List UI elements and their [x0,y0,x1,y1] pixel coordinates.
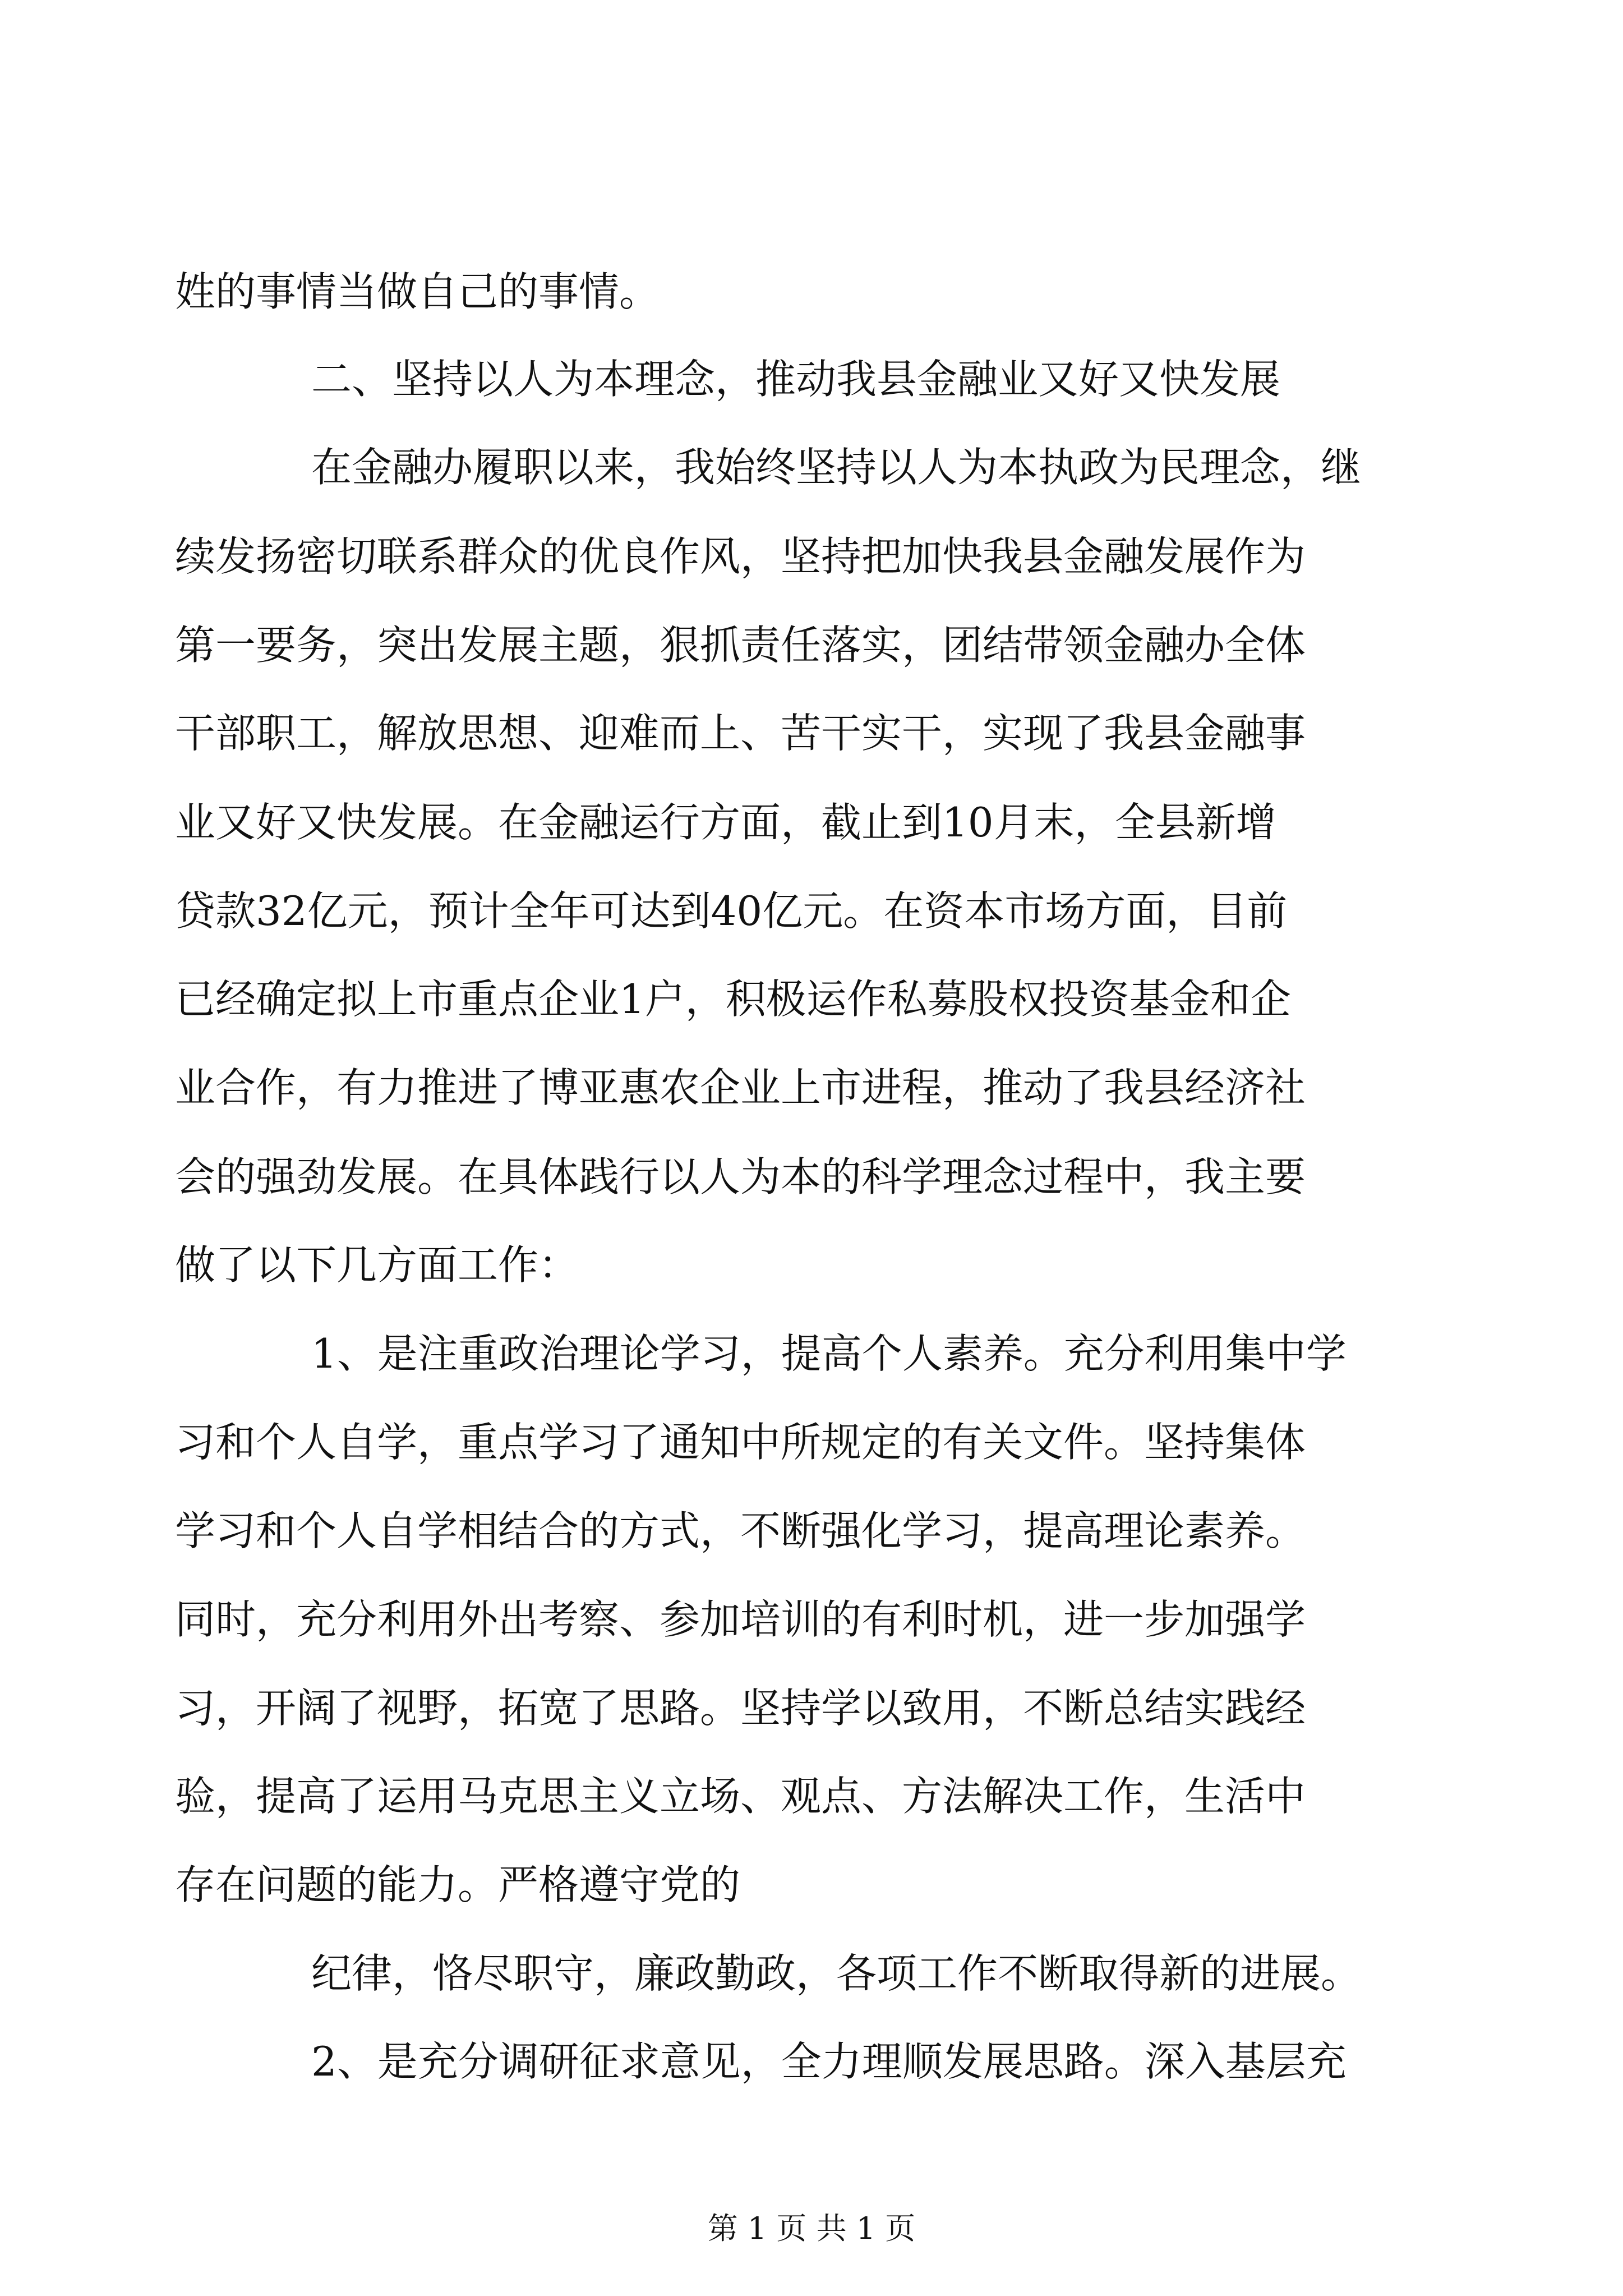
text-line-content: 习和个人自学，重点学习了通知中所规定的有关文件。坚持集体 [175,1419,1306,1466]
text-line [0,1062,1623,1113]
text-line [0,1506,1623,1556]
text-line [0,2036,1623,2087]
text-line-content: 干部职工，解放思想、迎难而上、苦干实干，实现了我县金融事 [175,710,1306,757]
text-line-content: 学习和个人自学相结合的方式，不断强化学习，提高理论素养。 [175,1507,1306,1554]
text-line [0,1771,1623,1821]
text-line [0,1860,1623,1910]
text-line-content: 在金融办履职以来，我始终坚持以人为本执政为民理念，继 [311,444,1362,491]
text-line [0,1948,1623,1999]
text-line [0,1328,1623,1379]
text-line [0,1594,1623,1645]
text-line-content: 纪律，恪尽职守，廉政勤政，各项工作不断取得新的进展。 [311,1950,1362,1997]
text-line-content: 习，开阔了视野，拓宽了思路。坚持学以致用，不断总结实践经 [175,1685,1306,1732]
text-line [0,1152,1623,1202]
text-line [0,266,1623,317]
text-line-content: 第一要务，突出发展主题，狠抓责任落实，团结带领金融办全体 [175,622,1306,669]
text-line-content: 姓的事情当做自己的事情。 [175,268,660,315]
text-line [0,531,1623,582]
text-line [0,1683,1623,1733]
text-line-content: 贷款32亿元，预计全年可达到40亿元。在资本市场方面，目前 [175,887,1288,935]
text-line-content: 同时，充分利用外出考察、参加培训的有利时机，进一步加强学 [175,1596,1306,1643]
text-line [0,620,1623,670]
text-line-content: 续发扬密切联系群众的优良作风，坚持把加快我县金融发展作为 [175,533,1306,580]
section-heading-text: 二、坚持以人为本理念，推动我县金融业又好又快发展 [311,356,1281,403]
text-line-content: 业合作，有力推进了博亚惠农企业上市进程，推动了我县经济社 [175,1064,1306,1111]
text-line-content: 业又好又快发展。在金融运行方面，截止到10月末，全县新增 [175,799,1276,846]
text-line [0,442,1623,493]
text-line [0,708,1623,758]
text-line [0,1240,1623,1290]
text-line [0,1417,1623,1467]
text-line-content: 验，提高了运用马克思主义立场、观点、方法解决工作，生活中 [175,1773,1306,1820]
text-line-content: 会的强劲发展。在具体践行以人为本的科学理念过程中，我主要 [175,1153,1306,1200]
section-heading [0,354,1623,404]
text-line [0,974,1623,1024]
text-line-content: 做了以下几方面工作： [175,1241,579,1289]
page-footer [0,2209,1623,2248]
text-line [0,886,1623,936]
text-line-content: 2、是充分调研征求意见，全力理顺发展思路。深入基层充 [311,2038,1347,2085]
text-line-content: 已经确定拟上市重点企业1户，积极运作私募股权投资基金和企 [175,976,1291,1023]
text-line [0,797,1623,848]
text-line-content: 1、是注重政治理论学习，提高个人素养。充分利用集中学 [311,1330,1347,1377]
text-line-content: 存在问题的能力。严格遵守党的 [175,1861,741,1908]
page-number-label: 第 1 页 共 1 页 [707,2211,916,2246]
